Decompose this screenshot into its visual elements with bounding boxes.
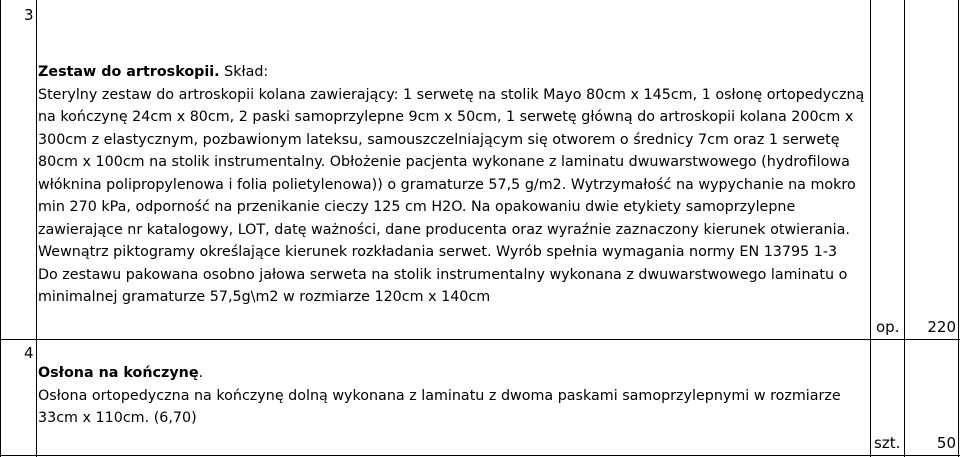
description-line: 33cm x 110cm. (6,70) <box>38 410 197 426</box>
row-description <box>38 362 870 430</box>
row-title-line <box>38 61 870 84</box>
description-line: Osłona ortopedyczna na kończynę dolną wykonana z laminatu z dwoma paskami samoprzylepnymi w rozmiarze <box>38 387 841 404</box>
row-quantity: 50 <box>936 434 956 452</box>
row-title: Osłona na kończynę <box>38 365 199 381</box>
row-unit: szt. <box>874 434 901 452</box>
table-bottom-border <box>0 455 960 456</box>
row-divider <box>0 339 960 340</box>
row-description <box>38 61 870 309</box>
row-title-line <box>38 362 870 385</box>
row-number: 4 <box>24 344 34 362</box>
column-divider-unit <box>904 0 905 457</box>
description-line: minimalnej gramaturze 57,5g\m2 w rozmiarze 120cm x 140cm <box>38 289 491 305</box>
row-title-suffix: Skład: <box>219 64 269 80</box>
description-line: 300cm z elastycznym, pozbawionym lateksu, samouszczelniającym się otworem o średnicy 7cm oraz 1 serwetę <box>38 131 840 148</box>
description-line: 80cm x 100cm na stolik instrumentalny. Obłożenie pacjenta wykonane z laminatu dwuwarstwowego (hydrofilowa <box>38 154 850 170</box>
description-line: min 270 kPa, odporność na przenikanie cieczy 125 cm H2O. Na opakowaniu dwie etykiety samoprzylepne <box>38 199 796 215</box>
table-right-border <box>958 0 959 457</box>
row-title: Zestaw do artroskopii. <box>38 64 220 80</box>
column-divider-number <box>36 0 37 457</box>
row-title-suffix: . <box>198 365 204 381</box>
table-left-border <box>0 0 1 457</box>
row-unit: op. <box>876 318 900 336</box>
description-line: na kończynę 24cm x 80cm, 2 paski samoprzylepne 9cm x 50cm, 1 serwetę główną do artroskopii kolana 200cm x <box>38 109 854 125</box>
description-line: Sterylny zestaw do artroskopii kolana zawierający: 1 serwetę na stolik Mayo 80cm x 145cm, 1 osłonę ortopedyczną <box>38 86 865 103</box>
description-line: Do zestawu pakowana osobno jałowa serweta na stolik instrumentalny wykonana z dwuwarstwowego laminatu o <box>38 266 848 283</box>
description-line: zawierające nr katalogowy, LOT, datę ważności, dane producenta oraz wyraźnie zaznaczony kierunek otwierania. <box>38 221 850 238</box>
column-divider-description <box>870 0 871 457</box>
description-line: włóknina polipropylenowa i folia polietylenowa)) o gramaturze 57,5 g/m2. Wytrzymałość na wypychanie na mokro <box>38 176 856 193</box>
row-quantity: 220 <box>927 318 956 336</box>
description-line: Wewnątrz piktogramy określające kierunek rozkładania serwet. Wyrób spełnia wymagania normy EN 13795 1-3 <box>38 244 838 260</box>
row-number: 3 <box>24 6 34 24</box>
